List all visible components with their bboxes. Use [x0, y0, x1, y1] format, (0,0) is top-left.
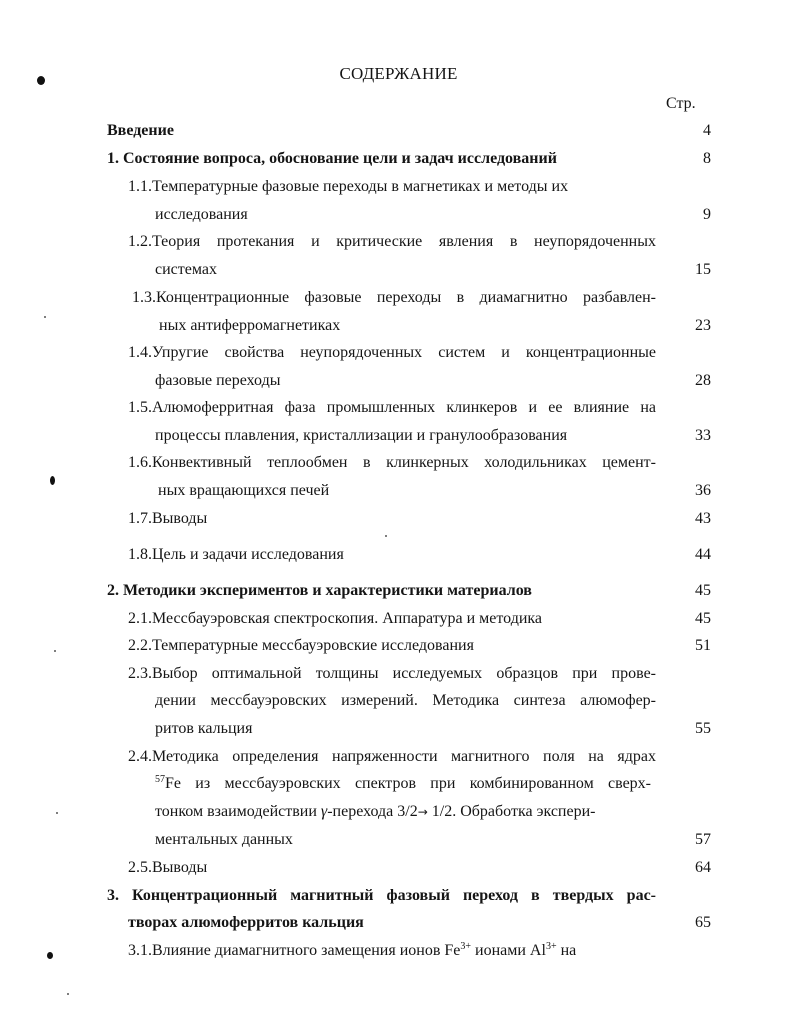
toc-section-2-4-line3a: тонком взаимодействии	[155, 803, 321, 820]
toc-section-3-1-part1: 3.1.Влияние диамагнитного замещения ионов Fe	[128, 942, 461, 959]
toc-section-1-6	[128, 455, 656, 471]
toc-section-2-4-line1: 2.4.Методика определения напряженности магнитного поля на ядрах	[128, 748, 656, 765]
toc-section-1-3-cont	[159, 318, 340, 334]
toc-section-2-2	[128, 638, 474, 654]
toc-section-2-3-line2: дении мессбауэровских измерений. Методика синтеза алюмофер-	[155, 692, 656, 709]
toc-section-1-6-line2: ных вращающихся печей	[158, 482, 330, 499]
toc-section-1-3	[132, 290, 656, 306]
toc-section-1-6-cont	[158, 483, 329, 499]
scan-speck	[54, 650, 56, 652]
toc-section-1-4-line2: фазовые переходы	[155, 372, 281, 389]
toc-section-2-5-label: 2.5.Выводы	[128, 859, 208, 876]
toc-section-2-4	[128, 749, 656, 765]
toc-section-1-8-label: 1.8.Цель и задачи исследования	[128, 546, 344, 563]
toc-section-2-4-line3c: 1/2. Обработка экспери-	[427, 803, 596, 820]
toc-section-2-3	[128, 666, 656, 682]
toc-section-2-4-isotope-mass	[155, 775, 165, 792]
toc-section-1-2-page: 15	[695, 261, 711, 278]
toc-section-2-4-line3b: -перехода 3/2	[327, 803, 418, 820]
isotope-superscript: 57	[155, 774, 165, 785]
toc-section-1-6-page: 36	[695, 482, 711, 499]
toc-section-2-1	[128, 611, 542, 627]
toc-section-1-2-cont	[155, 262, 217, 278]
toc-intro	[107, 123, 174, 139]
toc-section-1-4	[128, 345, 656, 361]
toc-section-2-5	[128, 860, 207, 876]
toc-intro-label: Введение	[107, 122, 174, 139]
toc-chapter-2-page: 45	[695, 582, 711, 599]
toc-section-2-4-line4: ментальных данных	[155, 831, 293, 848]
toc-section-2-2-page: 51	[695, 637, 711, 654]
toc-intro-page: 4	[703, 122, 711, 139]
charge-superscript-fe: 3+	[460, 941, 472, 952]
toc-section-1-1	[128, 179, 568, 195]
toc-chapter-3-cont	[128, 915, 364, 931]
arrow-icon: →	[417, 805, 428, 819]
toc-section-2-3-line3: ритов кальция	[155, 720, 253, 737]
toc-chapter-1-page: 8	[703, 150, 711, 167]
scan-speck	[44, 316, 46, 318]
toc-chapter-3-line1: 3. Концентрационный магнитный фазовый переход в твердых рас-	[107, 887, 656, 904]
toc-section-2-3-cont	[155, 693, 656, 709]
toc-chapter-1-label: 1. Состояние вопроса, обоснование цели и задач исследований	[107, 150, 557, 167]
toc-section-2-3-line1: 2.3.Выбор оптимальной толщины исследуемых образцов при прове-	[128, 665, 656, 682]
toc-section-1-7	[128, 511, 207, 527]
toc-chapter-3-line2: творах алюмоферритов кальция	[128, 914, 364, 931]
toc-chapter-3	[107, 888, 656, 904]
toc-section-1-7-label: 1.7.Выводы	[128, 510, 208, 527]
scan-speck	[50, 476, 55, 485]
toc-section-2-4-page: 57	[695, 831, 711, 848]
toc-section-2-3-page: 55	[695, 720, 711, 737]
toc-section-1-2-line1: 1.2.Теория протекания и критические явления в неупорядоченных	[128, 233, 656, 250]
toc-section-1-4-cont	[155, 373, 280, 389]
charge-superscript-al: 3+	[545, 941, 557, 952]
toc-section-1-1-line1: 1.1.Температурные фазовые переходы в магнетиках и методы их	[128, 178, 569, 195]
toc-chapter-2	[107, 583, 532, 599]
toc-section-3-1-part3: на	[556, 942, 577, 959]
toc-chapter-2-label: 2. Методики экспериментов и характеристики материалов	[107, 582, 532, 599]
scan-speck	[385, 535, 387, 537]
gamma-symbol: γ	[320, 803, 328, 820]
toc-section-1-8-page: 44	[695, 546, 711, 563]
scan-speck	[56, 812, 58, 814]
toc-section-1-1-cont	[155, 207, 248, 223]
toc-section-1-2-line2: системах	[155, 261, 217, 278]
toc-section-1-8	[128, 547, 344, 563]
toc-section-1-3-line2: ных антиферромагнетиках	[159, 317, 341, 334]
toc-section-3-1	[128, 943, 576, 959]
page-title: СОДЕРЖАНИЕ	[339, 64, 458, 83]
toc-section-1-5-line2: процессы плавления, кристаллизации и гранулообразования	[155, 427, 568, 444]
toc-section-1-5-cont	[155, 428, 567, 444]
toc-section-2-1-page: 45	[695, 610, 711, 627]
toc-section-1-1-line2: исследования	[155, 206, 248, 223]
toc-section-2-4-cont2	[155, 804, 595, 820]
toc-section-1-2	[128, 234, 656, 250]
toc-section-1-1-page: 9	[703, 206, 711, 223]
toc-section-1-7-page: 43	[695, 510, 711, 527]
toc-section-1-4-line1: 1.4.Упругие свойства неупорядоченных систем и концентрационные	[128, 344, 656, 361]
scan-speck	[47, 952, 53, 959]
toc-section-2-5-page: 64	[695, 859, 711, 876]
toc-section-1-3-line1: 1.3.Концентрационные фазовые переходы в диамагнитно разбавлен-	[132, 289, 656, 306]
scan-speck	[67, 993, 69, 995]
toc-section-2-4-cont	[155, 776, 656, 792]
toc-chapter-3-page: 65	[695, 914, 711, 931]
toc-section-1-3-page: 23	[695, 317, 711, 334]
toc-section-2-4-cont3	[155, 832, 293, 848]
toc-section-1-5-line1: 1.5.Алюмоферритная фаза промышленных клинкеров и ее влияние на	[128, 399, 656, 416]
toc-section-1-5-page: 33	[695, 427, 711, 444]
page-column-header: Стр.	[666, 95, 696, 112]
toc-section-1-5	[128, 400, 656, 416]
toc-section-2-2-label: 2.2.Температурные мессбауэровские исследования	[128, 637, 474, 654]
toc-chapter-1	[107, 151, 557, 167]
toc-section-1-4-page: 28	[695, 372, 711, 389]
toc-section-2-1-label: 2.1.Мессбауэровская спектроскопия. Аппаратура и методика	[128, 610, 543, 627]
toc-section-3-1-part2: ионами Al	[471, 942, 546, 959]
toc-section-2-4-line2: Fe из мессбауэровских спектров при комбинированном сверх-	[165, 775, 651, 792]
toc-section-1-6-line1: 1.6.Конвективный теплообмен в клинкерных холодильниках цемент-	[128, 454, 656, 471]
toc-section-2-3-cont2	[155, 721, 252, 737]
